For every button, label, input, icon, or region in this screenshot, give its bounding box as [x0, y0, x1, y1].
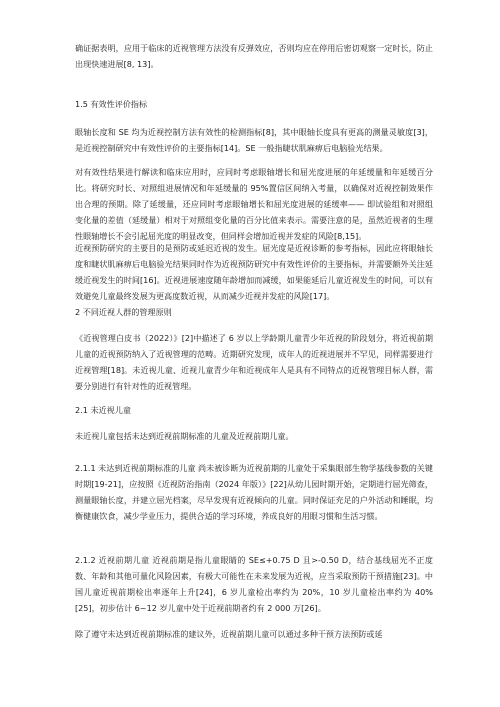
paragraph-non-myopic-children: 未近视儿童包括未达到近视前期标准的儿童及近视前期儿童。 [75, 431, 294, 441]
paragraph-prevention-research: 近视预防研究的主要目的是预防或延迟近视的发生。屈光度是近视诊断的参考指标，因此应将眼轴长度和睫状肌麻痹后电脑验光结果同时作为近视预防研究中有效性评价的主要指标，并需要额外关注延缓近视发生的时间[16]。近视进展速度随年龄增加而减缓，如果能延后儿童近视发生的时间，可以有效避免儿童最终发展为更高度数近视，从而减少近视并发症的风险[17]。 [75, 243, 433, 301]
paragraph-continuation: 除了遵守未达到近视前期标准的建议外，近视前期儿童可以通过多种干预方法预防或延 [75, 629, 383, 639]
paragraph-rebound-evidence: 确证据表明，应用于临床的近视管理方法没有反弹效应，否则均应在停用后密切观察一定时长，防止出现快速进展[8, 13]。 [75, 43, 433, 69]
paragraph-2-1-1: 2.1.1 未达到近视前期标准的儿童 尚未被诊断为近视前期的儿童处于采集眼部生物学基线参数的关键时期[19-21]，应按照《近视防治指南（2024 年版）》[22]从幼儿园时期开始，定期进行屈光筛查，测量眼轴长度，并建立屈光档案，尽早发现有近视倾向的儿童。同时保证充足的户外活动和睡眠，均衡健康饮食，减少学业压力，提供合适的学习环境，养成良好的用眼习惯和生活习惯。 [75, 463, 433, 521]
paragraph-2-1-2: 2.1.2 近视前期儿童 近视前期是指儿童眼睛的 SE≤+0.75 D 且>-0.50 D，结合基线屈光不正度数、年龄和其他可量化风险因素，有极大可能性在未来发展为近视，应当采取预防干预措施[23]。中国儿童近视前期检出率逐年上升[24]，6 岁儿童检出率约为 20%，10 岁儿童检出率约为 40%[25]，初步估计 6~12 岁儿童中处于近视前期者约有 2 000 万[26]。 [75, 555, 433, 613]
section-heading-1-5: 1.5 有效性评价指标 [75, 99, 148, 109]
section-heading-2: 2 不同近视人群的管理原则 [75, 307, 172, 317]
paragraph-interpretation: 对有效性结果进行解读和临床应用时，应同时考虑眼轴增长和屈光度进展的年延缓量和年延缓百分比。将研究时长、对照组进展情况和年延缓量的 95%置信区间纳入考量，以确保对近视控制效果作出合理的预期。除了延缓量，还应同时考虑眼轴增长和屈光度进展的延缓率—— 即试验组和对照组变化量的差值（延缓量）相对于对照组变化量的百分比值来表示。需要注意的是，虽然近视者的生理性眼轴增长不会引起屈光度的明显改变，但同样会增加近视并发症的风险[8,15]。 [75, 167, 433, 241]
paragraph-effectiveness-metrics: 眼轴长度和 SE 均为近视控制方法有效性的检测指标[8]，其中眼轴长度具有更高的测量灵敏度[3]，是近视控制研究中有效性评价的主要指标[14]。SE 一般指睫状肌麻痹后电脑验光结果。 [75, 127, 433, 153]
section-heading-2-1: 2.1 未近视儿童 [75, 405, 131, 415]
paragraph-whitepaper: 《近视管理白皮书（2022）》[2]中描述了 6 岁以上学龄期儿童青少年近视的阶段划分，将近视前期儿童的近视预防纳入了近视管理的范畴。近期研究发现，成年人的近视进展并不罕见，同样需要进行近视管理[18]。未近视儿童、近视儿童青少年和近视成年人是具有不同特点的近视管理目标人群，需要分别进行有针对性的近视管理。 [75, 333, 433, 391]
